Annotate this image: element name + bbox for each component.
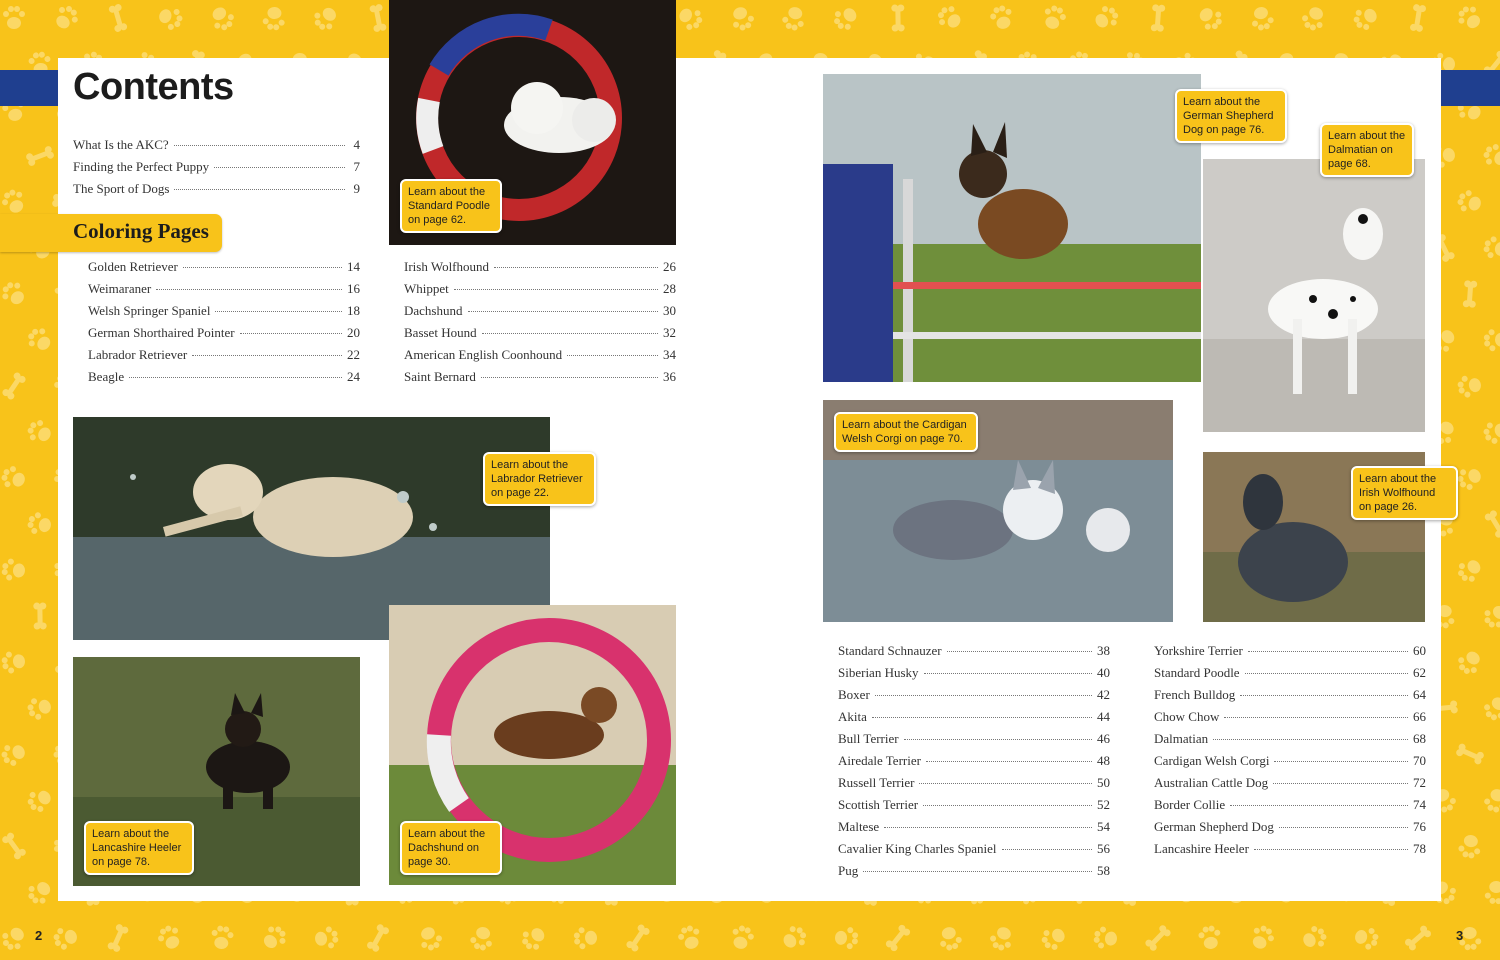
- toc-entry-page: 58: [1097, 863, 1110, 878]
- toc-entry-page: 28: [663, 281, 676, 296]
- paw-print-icon: [728, 923, 756, 952]
- toc-entry: [404, 369, 676, 391]
- toc-entry-page: 64: [1413, 687, 1426, 702]
- toc-entry-page: 70: [1413, 753, 1426, 768]
- paw-print-icon: [24, 324, 56, 356]
- dot-leader: [482, 333, 658, 334]
- toc-entry-label: Labrador Retriever: [88, 347, 188, 362]
- dot-leader: [183, 267, 342, 268]
- dot-leader: [192, 355, 342, 356]
- dog-bone-icon: [1, 371, 27, 401]
- dot-leader: [1245, 673, 1408, 674]
- dot-leader: [884, 827, 1092, 828]
- dog-bone-icon: [107, 923, 130, 953]
- toc-entry-page: 26: [663, 259, 676, 274]
- toc-entry-label: Weimaraner: [88, 281, 152, 296]
- toc-entry: [1154, 775, 1426, 797]
- toc-entry: [838, 709, 1110, 731]
- toc-entry-label: Airedale Terrier: [838, 753, 921, 768]
- paw-print-icon: [988, 3, 1016, 31]
- toc-entry-label: Cavalier King Charles Spaniel: [838, 841, 997, 856]
- toc-left-column-2: [404, 259, 676, 391]
- paw-print-icon: [156, 4, 185, 33]
- toc-entry: [88, 303, 360, 325]
- caption-dalmatian: Learn about the Dalmatian on page 68.: [1320, 123, 1414, 177]
- toc-entry-label: Finding the Perfect Puppy: [73, 159, 210, 174]
- paw-print-icon: [1455, 188, 1484, 216]
- paw-print-icon: [1480, 693, 1500, 724]
- toc-entry-page: 76: [1413, 819, 1426, 834]
- dalmatian-photo: [1203, 159, 1425, 432]
- paw-print-icon: [1483, 328, 1500, 351]
- paw-print-icon: [1299, 3, 1329, 33]
- toc-entry-page: 66: [1413, 709, 1426, 724]
- paw-print-icon: [1457, 833, 1483, 859]
- toc-entry-label: Irish Wolfhound: [404, 259, 490, 274]
- paw-print-icon: [1093, 926, 1119, 951]
- page-number-right: 3: [1456, 928, 1464, 943]
- toc-entry: [1154, 753, 1426, 775]
- section-heading: Coloring Pages: [73, 219, 209, 243]
- paw-print-icon: [1454, 2, 1486, 34]
- toc-entry-page: 56: [1097, 841, 1110, 856]
- toc-intro-list: [73, 137, 360, 203]
- dot-leader: [1279, 827, 1408, 828]
- blue-band-right: [1440, 70, 1500, 106]
- paw-print-icon: [1456, 373, 1482, 399]
- paw-print-icon: [52, 925, 79, 952]
- dot-leader: [1274, 761, 1408, 762]
- toc-entry-page: 7: [353, 159, 360, 174]
- paw-print-icon: [51, 2, 82, 34]
- toc-entry-label: Siberian Husky: [838, 665, 919, 680]
- blue-band-left: [0, 70, 60, 106]
- paw-print-icon: [310, 2, 342, 34]
- dot-leader: [1248, 651, 1408, 652]
- paw-print-icon: [0, 278, 30, 310]
- toc-entry-page: 4: [353, 137, 360, 152]
- toc-entry: [838, 687, 1110, 709]
- paw-print-icon: [780, 5, 807, 33]
- toc-entry: [838, 731, 1110, 753]
- paw-print-icon: [1484, 880, 1500, 904]
- toc-entry-label: Akita: [838, 709, 867, 724]
- toc-entry-page: 20: [347, 325, 360, 340]
- paw-print-icon: [1197, 924, 1222, 950]
- toc-entry-label: Russell Terrier: [838, 775, 915, 790]
- toc-entry: [88, 259, 360, 281]
- dog-bone-icon: [1455, 743, 1485, 766]
- paw-print-icon: [779, 922, 810, 953]
- paw-print-icon: [1247, 922, 1277, 953]
- dot-leader: [481, 377, 658, 378]
- paw-print-icon: [24, 785, 55, 815]
- toc-entry: [88, 347, 360, 369]
- dot-leader: [923, 805, 1092, 806]
- toc-entry-page: 9: [353, 181, 360, 196]
- toc-right-column-1: [838, 643, 1110, 885]
- paw-print-icon: [24, 417, 54, 447]
- dog-bone-icon: [1409, 4, 1426, 33]
- paw-print-icon: [835, 927, 859, 950]
- toc-entry: [1154, 643, 1426, 665]
- dog-bone-icon: [108, 3, 128, 33]
- paw-print-icon: [3, 6, 25, 29]
- dog-bone-icon: [369, 4, 387, 33]
- paw-print-icon: [1194, 2, 1226, 34]
- german-shepherd-photo: [823, 74, 1201, 382]
- toc-entry-label: Standard Poodle: [1154, 665, 1240, 680]
- paw-print-icon: [1481, 418, 1500, 446]
- page-title: Contents: [73, 66, 234, 108]
- dog-bone-icon: [1144, 924, 1172, 952]
- dot-leader: [875, 695, 1092, 696]
- paw-print-icon: [26, 511, 53, 538]
- toc-entry-label: Boxer: [838, 687, 870, 702]
- toc-entry-page: 16: [347, 281, 360, 296]
- toc-entry: [838, 775, 1110, 797]
- toc-entry-label: Chow Chow: [1154, 709, 1220, 724]
- toc-entry: [404, 303, 676, 325]
- paw-print-icon: [1480, 141, 1500, 171]
- dot-leader: [1002, 849, 1093, 850]
- toc-entry: [838, 797, 1110, 819]
- paw-print-icon: [1091, 2, 1122, 33]
- paw-print-icon: [1, 650, 27, 675]
- paw-print-icon: [26, 695, 54, 722]
- paw-print-icon: [1454, 555, 1486, 586]
- paw-print-icon: [1, 558, 26, 582]
- dot-leader: [926, 761, 1092, 762]
- dot-leader: [215, 311, 342, 312]
- toc-entry-page: 32: [663, 325, 676, 340]
- dog-bone-icon: [1404, 924, 1433, 952]
- paw-print-icon: [676, 923, 704, 952]
- paw-print-icon: [0, 740, 28, 769]
- toc-entry: [73, 181, 360, 203]
- paw-print-icon: [1455, 463, 1485, 492]
- toc-entry-page: 36: [663, 369, 676, 384]
- toc-entry-page: 78: [1413, 841, 1426, 856]
- dot-leader: [947, 651, 1092, 652]
- toc-entry-label: What Is the AKC?: [73, 137, 169, 152]
- dot-leader: [919, 783, 1092, 784]
- toc-entry-label: Dachshund: [404, 303, 463, 318]
- toc-entry-label: Golden Retriever: [88, 259, 178, 274]
- paw-print-icon: [830, 3, 862, 34]
- dog-bone-icon: [1463, 280, 1478, 308]
- toc-entry: [838, 665, 1110, 687]
- paw-print-icon: [210, 925, 235, 951]
- toc-entry-label: Australian Cattle Dog: [1154, 775, 1269, 790]
- toc-entry-label: Pug: [838, 863, 859, 878]
- dot-leader: [1230, 805, 1408, 806]
- toc-entry: [88, 325, 360, 347]
- toc-entry: [838, 863, 1110, 885]
- dot-leader: [1254, 849, 1408, 850]
- toc-entry-label: Beagle: [88, 369, 125, 384]
- dot-leader: [1273, 783, 1408, 784]
- toc-entry: [404, 347, 676, 369]
- dot-leader: [129, 377, 342, 378]
- paw-print-icon: [155, 922, 185, 953]
- toc-entry: [1154, 841, 1426, 863]
- dog-bone-icon: [366, 923, 390, 953]
- dot-leader: [1213, 739, 1408, 740]
- toc-entry-label: Yorkshire Terrier: [1154, 643, 1243, 658]
- toc-entry-label: Saint Bernard: [404, 369, 476, 384]
- caption-dachshund: Learn about the Dachshund on page 30.: [400, 821, 502, 875]
- toc-entry-page: 60: [1413, 643, 1426, 658]
- dog-bone-icon: [884, 923, 911, 952]
- toc-entry: [404, 325, 676, 347]
- paw-print-icon: [934, 2, 966, 33]
- toc-entry-page: 18: [347, 303, 360, 318]
- paw-print-icon: [937, 925, 964, 953]
- toc-entry-page: 40: [1097, 665, 1110, 680]
- toc-entry-label: American English Coonhound: [404, 347, 563, 362]
- toc-entry-label: The Sport of Dogs: [73, 181, 170, 196]
- toc-left-column-1: [88, 259, 360, 391]
- toc-entry-label: Cardigan Welsh Corgi: [1154, 753, 1270, 768]
- toc-entry-page: 24: [347, 369, 360, 384]
- dot-leader: [156, 289, 342, 290]
- toc-entry: [1154, 687, 1426, 709]
- toc-entry-label: German Shorthaired Pointer: [88, 325, 235, 340]
- toc-entry-label: Basset Hound: [404, 325, 477, 340]
- toc-entry-page: 62: [1413, 665, 1426, 680]
- toc-entry-label: Whippet: [404, 281, 449, 296]
- toc-entry-label: Dalmatian: [1154, 731, 1209, 746]
- paw-print-icon: [262, 6, 286, 31]
- toc-entry: [1154, 709, 1426, 731]
- dog-bone-icon: [33, 602, 46, 629]
- paw-print-icon: [1482, 235, 1500, 261]
- dot-leader: [468, 311, 659, 312]
- toc-entry: [404, 259, 676, 281]
- toc-entry-label: Scottish Terrier: [838, 797, 919, 812]
- paw-print-icon: [987, 924, 1016, 954]
- toc-entry: [838, 841, 1110, 863]
- toc-entry: [88, 369, 360, 391]
- toc-entry: [1154, 797, 1426, 819]
- toc-entry-page: 30: [663, 303, 676, 318]
- toc-entry: [838, 753, 1110, 775]
- caption-german-shepherd: Learn about the German Shepherd Dog on page 76.: [1175, 89, 1287, 143]
- paw-print-icon: [1350, 3, 1381, 33]
- toc-entry: [838, 819, 1110, 841]
- toc-entry-page: 22: [347, 347, 360, 362]
- toc-entry-page: 68: [1413, 731, 1426, 746]
- toc-entry-label: Standard Schnauzer: [838, 643, 942, 658]
- paw-print-icon: [24, 876, 56, 908]
- toc-entry: [1154, 665, 1426, 687]
- dot-leader: [872, 717, 1092, 718]
- section-heading-banner: [0, 214, 222, 252]
- paw-print-icon: [573, 926, 597, 949]
- paw-print-icon: [0, 186, 29, 217]
- toc-right-column-2: [1154, 643, 1426, 863]
- toc-entry-label: Border Collie: [1154, 797, 1226, 812]
- toc-entry: [1154, 819, 1426, 841]
- dog-bone-icon: [1151, 4, 1166, 32]
- paw-print-icon: [1454, 647, 1485, 679]
- paw-print-icon: [518, 923, 550, 955]
- page-number-left: 2: [35, 928, 43, 943]
- toc-entry-page: 44: [1097, 709, 1110, 724]
- toc-entry-page: 34: [663, 347, 676, 362]
- paw-print-icon: [207, 3, 238, 34]
- toc-entry-label: Lancashire Heeler: [1154, 841, 1249, 856]
- toc-entry: [838, 643, 1110, 665]
- toc-entry-page: 72: [1413, 775, 1426, 790]
- toc-entry-page: 52: [1097, 797, 1110, 812]
- dot-leader: [863, 871, 1092, 872]
- toc-entry-page: 14: [347, 259, 360, 274]
- toc-entry-page: 38: [1097, 643, 1110, 658]
- dot-leader: [174, 189, 345, 190]
- toc-entry-page: 42: [1097, 687, 1110, 702]
- toc-entry-label: Bull Terrier: [838, 731, 899, 746]
- caption-cardigan-corgi: Learn about the Cardigan Welsh Corgi on page 70.: [834, 412, 978, 452]
- dot-leader: [494, 267, 658, 268]
- toc-entry: [88, 281, 360, 303]
- toc-entry-page: 48: [1097, 753, 1110, 768]
- paw-print-icon: [0, 923, 29, 955]
- paw-print-icon: [1038, 923, 1069, 954]
- paw-print-icon: [728, 4, 757, 34]
- dot-leader: [1224, 717, 1408, 718]
- toc-entry-label: French Bulldog: [1154, 687, 1236, 702]
- toc-entry-label: Welsh Springer Spaniel: [88, 303, 211, 318]
- toc-entry-label: Maltese: [838, 819, 880, 834]
- caption-labrador: Learn about the Labrador Retriever on page 22.: [483, 452, 596, 506]
- dog-bone-icon: [891, 4, 904, 31]
- dot-leader: [904, 739, 1092, 740]
- paw-print-icon: [1353, 925, 1380, 951]
- paw-print-icon: [258, 922, 290, 954]
- dot-leader: [1240, 695, 1408, 696]
- toc-entry: [73, 159, 360, 181]
- toc-entry-page: 74: [1413, 797, 1426, 812]
- dot-leader: [240, 333, 342, 334]
- dog-bone-icon: [25, 145, 55, 167]
- paw-print-icon: [0, 464, 28, 493]
- dot-leader: [214, 167, 345, 168]
- paw-print-icon: [675, 3, 706, 34]
- toc-entry-page: 46: [1097, 731, 1110, 746]
- paw-print-icon: [1040, 3, 1069, 32]
- caption-poodle: Learn about the Standard Poodle on page 62.: [400, 179, 502, 233]
- dot-leader: [174, 145, 345, 146]
- paw-print-icon: [415, 923, 444, 953]
- toc-entry-page: 54: [1097, 819, 1110, 834]
- dot-leader: [567, 355, 658, 356]
- toc-entry: [1154, 731, 1426, 753]
- paw-print-icon: [1480, 600, 1500, 632]
- paw-print-icon: [1249, 5, 1275, 32]
- caption-irish-wolfhound: Learn about the Irish Wolfhound on page 26.: [1351, 466, 1458, 520]
- toc-entry-page: 50: [1097, 775, 1110, 790]
- paw-print-icon: [1299, 923, 1329, 953]
- dot-leader: [454, 289, 658, 290]
- toc-entry-label: German Shepherd Dog: [1154, 819, 1274, 834]
- paw-print-icon: [469, 925, 496, 952]
- paw-print-icon: [314, 925, 340, 950]
- dot-leader: [924, 673, 1092, 674]
- dog-bone-icon: [1, 831, 27, 860]
- dog-bone-icon: [1483, 509, 1500, 539]
- dog-bone-icon: [625, 923, 651, 953]
- paw-print-icon: [1482, 786, 1500, 814]
- toc-entry: [73, 137, 360, 159]
- toc-entry: [404, 281, 676, 303]
- caption-lancashire-heeler: Learn about the Lancashire Heeler on page 78.: [84, 821, 194, 875]
